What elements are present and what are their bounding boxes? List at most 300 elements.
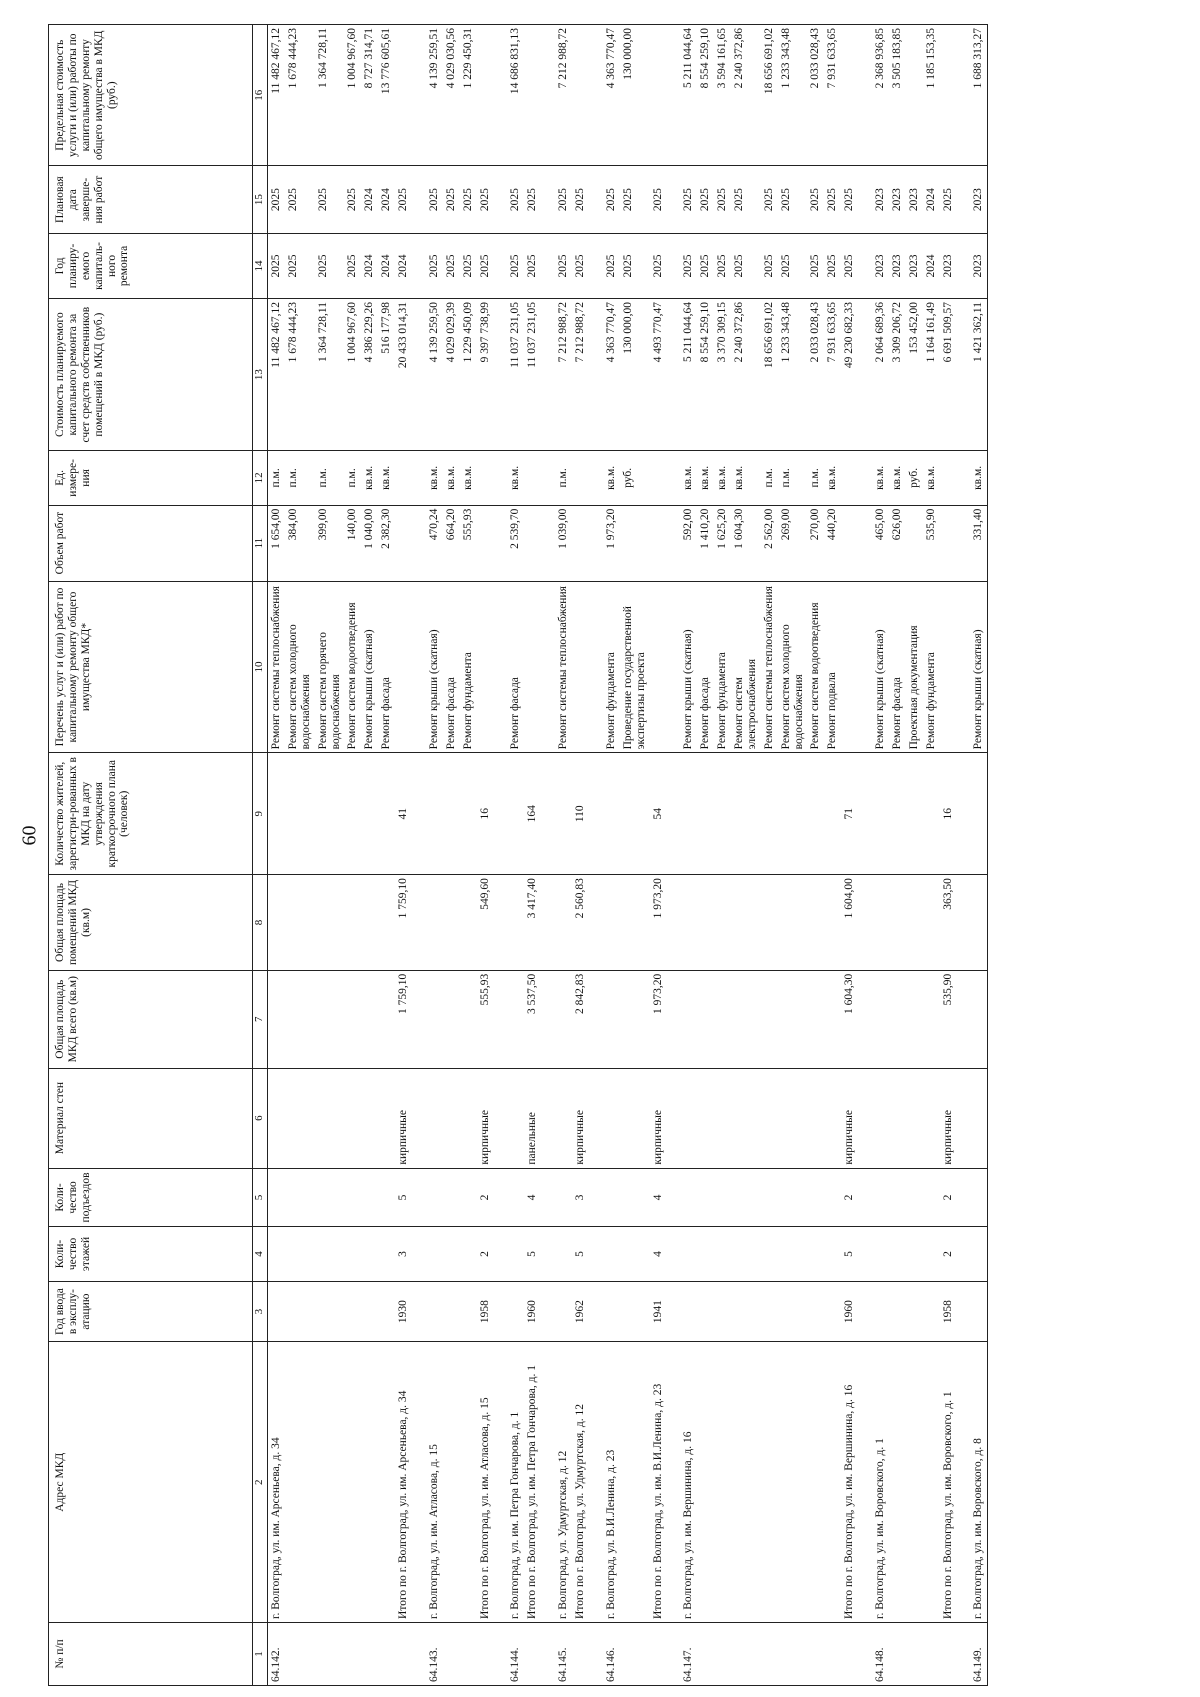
cell-col-8: 1 759,10 xyxy=(395,875,412,971)
spacer-cell xyxy=(858,1068,872,1168)
spacer-cell xyxy=(412,1227,426,1281)
cell-col-9 xyxy=(778,753,808,875)
cell-col-8 xyxy=(889,875,906,971)
spacer-cell xyxy=(666,875,680,971)
cell-col-4 xyxy=(889,1227,906,1281)
column-number-12: 12 xyxy=(253,451,268,505)
cell-col-2 xyxy=(714,1342,731,1622)
cell-col-9 xyxy=(731,753,761,875)
cell-col-3: 1930 xyxy=(395,1281,412,1342)
cell-col-11: 664,20 xyxy=(443,505,460,581)
cell-col-3 xyxy=(761,1281,778,1342)
cell-col-2: г. Волгоград, ул. им. Воровского, д. 8 xyxy=(970,1342,987,1622)
cell-col-7: 1 973,20 xyxy=(650,970,667,1068)
cell-col-6 xyxy=(268,1068,285,1168)
cell-col-6: кирпичные xyxy=(940,1068,957,1168)
cell-col-1 xyxy=(460,1622,477,1685)
cell-col-8 xyxy=(970,875,987,971)
spacer-cell xyxy=(956,25,970,166)
cell-col-10: Ремонт фасада xyxy=(889,581,906,753)
cell-col-15: 2025 xyxy=(443,166,460,233)
cell-col-3 xyxy=(344,1281,361,1342)
cell-col-15: 2025 xyxy=(841,166,858,233)
cell-col-3 xyxy=(970,1281,987,1342)
spacer-cell xyxy=(541,1227,555,1281)
column-number-9: 9 xyxy=(253,753,268,875)
cell-col-12: кв.м. xyxy=(603,451,620,505)
cell-col-8: 363,50 xyxy=(940,875,957,971)
cell-col-1 xyxy=(731,1622,761,1685)
cell-col-14: 2025 xyxy=(268,233,285,298)
spacer-cell xyxy=(541,1168,555,1227)
cell-col-8 xyxy=(460,875,477,971)
cell-col-16: 8 554 259,10 xyxy=(697,25,714,166)
cell-col-13: 11 037 231,05 xyxy=(524,299,541,451)
cell-col-3 xyxy=(285,1281,315,1342)
cell-col-3: 1960 xyxy=(524,1281,541,1342)
column-header-10: Перечень услуг и (или) работ по капитальному ремонту общего имущества МКД* xyxy=(49,581,253,753)
cell-col-5: 5 xyxy=(395,1168,412,1227)
cell-col-5: 2 xyxy=(477,1168,494,1227)
cell-col-3 xyxy=(824,1281,841,1342)
cell-col-12: руб. xyxy=(906,451,923,505)
cell-col-6 xyxy=(285,1068,315,1168)
cell-col-3 xyxy=(778,1281,808,1342)
cell-col-15: 2025 xyxy=(778,166,808,233)
column-number-15: 15 xyxy=(253,166,268,233)
cell-col-12 xyxy=(524,451,541,505)
spacer-cell xyxy=(412,1068,426,1168)
cell-col-9 xyxy=(378,753,395,875)
column-header-6: Материал стен xyxy=(49,1068,253,1168)
cell-col-16: 18 656 691,02 xyxy=(761,25,778,166)
row-spacer xyxy=(666,25,680,1686)
cell-col-10: Ремонт фасада xyxy=(507,581,524,753)
cell-col-6 xyxy=(460,1068,477,1168)
cell-col-11: 1 039,00 xyxy=(555,505,572,581)
cell-col-10: Ремонт систем горячего водоснабжения xyxy=(315,581,345,753)
table-row xyxy=(923,25,940,1686)
cell-col-11: 384,00 xyxy=(285,505,315,581)
cell-col-2 xyxy=(807,1342,824,1622)
cell-col-10: Ремонт систем холодного водоснабжения xyxy=(778,581,808,753)
column-number-4: 4 xyxy=(253,1227,268,1281)
cell-col-6 xyxy=(906,1068,923,1168)
table-row xyxy=(731,25,761,1686)
cell-col-10: Ремонт систем холодного водоснабжения xyxy=(285,581,315,753)
cell-col-2 xyxy=(731,1342,761,1622)
cell-col-2 xyxy=(889,1342,906,1622)
cell-col-1 xyxy=(761,1622,778,1685)
spacer-cell xyxy=(493,1168,507,1227)
cell-col-4 xyxy=(680,1227,697,1281)
cell-col-3: 1962 xyxy=(572,1281,589,1342)
cell-col-14: 2025 xyxy=(620,233,650,298)
spacer-cell xyxy=(956,1342,970,1622)
cell-col-14: 2024 xyxy=(361,233,378,298)
cell-col-2 xyxy=(761,1342,778,1622)
cell-col-2: г. Волгоград, ул. им. Вершинина, д. 16 xyxy=(680,1342,697,1622)
cell-col-13: 516 177,98 xyxy=(378,299,395,451)
cell-col-8: 1 973,20 xyxy=(650,875,667,971)
spacer-cell xyxy=(666,299,680,451)
cell-col-9: 110 xyxy=(572,753,589,875)
cell-col-15: 2025 xyxy=(714,166,731,233)
spacer-cell xyxy=(666,1068,680,1168)
cell-col-1 xyxy=(620,1622,650,1685)
cell-col-9: 71 xyxy=(841,753,858,875)
cell-col-4 xyxy=(378,1227,395,1281)
row-spacer xyxy=(541,25,555,1686)
cell-col-14: 2025 xyxy=(555,233,572,298)
cell-col-4 xyxy=(443,1227,460,1281)
spacer-cell xyxy=(493,233,507,298)
cell-col-10 xyxy=(395,581,412,753)
cell-col-12: кв.м. xyxy=(923,451,940,505)
cell-col-5 xyxy=(761,1168,778,1227)
cell-col-1 xyxy=(395,1622,412,1685)
cell-col-7 xyxy=(555,970,572,1068)
spacer-cell xyxy=(589,1068,603,1168)
cell-col-16: 7 212 988,72 xyxy=(555,25,572,166)
spacer-cell xyxy=(541,1622,555,1685)
cell-col-5 xyxy=(970,1168,987,1227)
cell-col-11: 1 604,30 xyxy=(731,505,761,581)
cell-col-5 xyxy=(824,1168,841,1227)
column-header-7: Общая площадь МКД всего (кв.м) xyxy=(49,970,253,1068)
cell-col-6: кирпичные xyxy=(572,1068,589,1168)
cell-col-9 xyxy=(344,753,361,875)
spacer-cell xyxy=(493,25,507,166)
cell-col-15: 2025 xyxy=(426,166,443,233)
cell-col-7: 2 842,83 xyxy=(572,970,589,1068)
cell-col-13: 2 064 689,36 xyxy=(872,299,889,451)
table-row xyxy=(620,25,650,1686)
cell-col-8 xyxy=(697,875,714,971)
cell-col-10: Проектная документация xyxy=(906,581,923,753)
cell-col-16: 2 368 936,85 xyxy=(872,25,889,166)
cell-col-7 xyxy=(443,970,460,1068)
cell-col-6 xyxy=(603,1068,620,1168)
cell-col-5 xyxy=(555,1168,572,1227)
cell-col-1 xyxy=(361,1622,378,1685)
cell-col-7 xyxy=(778,970,808,1068)
cell-col-9: 41 xyxy=(395,753,412,875)
cell-col-9 xyxy=(285,753,315,875)
table-row xyxy=(378,25,395,1686)
cell-col-11: 270,00 xyxy=(807,505,824,581)
cell-col-6 xyxy=(378,1068,395,1168)
cell-col-5 xyxy=(714,1168,731,1227)
cell-col-9 xyxy=(268,753,285,875)
cell-col-2 xyxy=(378,1342,395,1622)
spacer-cell xyxy=(493,1227,507,1281)
cell-col-14: 2025 xyxy=(507,233,524,298)
cell-col-14: 2023 xyxy=(889,233,906,298)
cell-col-12: кв.м. xyxy=(680,451,697,505)
column-number-10: 10 xyxy=(253,581,268,753)
cell-col-9 xyxy=(443,753,460,875)
cell-col-1 xyxy=(923,1622,940,1685)
cell-col-3: 1941 xyxy=(650,1281,667,1342)
spacer-cell xyxy=(493,753,507,875)
cell-col-9 xyxy=(714,753,731,875)
cell-col-11 xyxy=(524,505,541,581)
cell-col-3 xyxy=(889,1281,906,1342)
cell-col-9: 16 xyxy=(477,753,494,875)
cell-col-9 xyxy=(680,753,697,875)
column-number-13: 13 xyxy=(253,299,268,451)
cell-col-13: 4 139 259,50 xyxy=(426,299,443,451)
spacer-cell xyxy=(956,1622,970,1685)
spacer-cell xyxy=(541,970,555,1068)
cell-col-14: 2025 xyxy=(650,233,667,298)
cell-col-3 xyxy=(443,1281,460,1342)
cell-col-10: Ремонт крыши (скатная) xyxy=(872,581,889,753)
cell-col-13: 1 229 450,09 xyxy=(460,299,477,451)
cell-col-7 xyxy=(460,970,477,1068)
spacer-cell xyxy=(956,451,970,505)
cell-col-2 xyxy=(361,1342,378,1622)
table-row xyxy=(361,25,378,1686)
spacer-cell xyxy=(541,875,555,971)
spacer-cell xyxy=(666,581,680,753)
cell-col-12: кв.м. xyxy=(378,451,395,505)
column-header-1: № п/п xyxy=(49,1622,253,1685)
cell-col-14: 2025 xyxy=(315,233,345,298)
cell-col-16: 2 240 372,86 xyxy=(731,25,761,166)
cell-col-8 xyxy=(315,875,345,971)
cell-col-8 xyxy=(285,875,315,971)
cell-col-11: 555,93 xyxy=(460,505,477,581)
cell-col-7: 555,93 xyxy=(477,970,494,1068)
spacer-cell xyxy=(589,299,603,451)
cell-col-13: 7 212 988,72 xyxy=(555,299,572,451)
cell-col-13: 11 037 231,05 xyxy=(507,299,524,451)
cell-col-9 xyxy=(906,753,923,875)
cell-col-1: 64.147. xyxy=(680,1622,697,1685)
cell-col-2: Итого по г. Волгоград, ул. Удмуртская, д. 12 xyxy=(572,1342,589,1622)
cell-col-16: 11 482 467,12 xyxy=(268,25,285,166)
cell-col-3 xyxy=(603,1281,620,1342)
cell-col-12: п.м. xyxy=(761,451,778,505)
cell-col-2: г. Волгоград, ул. В.И.Ленина, д. 23 xyxy=(603,1342,620,1622)
spacer-cell xyxy=(589,166,603,233)
cell-col-15: 2025 xyxy=(824,166,841,233)
cell-col-14: 2024 xyxy=(378,233,395,298)
cell-col-6 xyxy=(761,1068,778,1168)
cell-col-13: 1 678 444,23 xyxy=(285,299,315,451)
cell-col-11: 440,20 xyxy=(824,505,841,581)
cell-col-14: 2025 xyxy=(761,233,778,298)
spacer-cell xyxy=(412,299,426,451)
cell-col-1 xyxy=(940,1622,957,1685)
cell-col-3 xyxy=(378,1281,395,1342)
cell-col-8 xyxy=(807,875,824,971)
column-header-9: Количество жителей, зарегистри-рованных в МКД на дату утверждения краткосрочного плана (человек) xyxy=(49,753,253,875)
cell-col-4 xyxy=(778,1227,808,1281)
spacer-cell xyxy=(858,753,872,875)
spacer-cell xyxy=(589,1168,603,1227)
cell-col-2: Итого по г. Волгоград, ул. им. Атласова, д. 15 xyxy=(477,1342,494,1622)
cell-col-12: п.м. xyxy=(344,451,361,505)
cell-col-12: кв.м. xyxy=(507,451,524,505)
cell-col-12: п.м. xyxy=(807,451,824,505)
table-row xyxy=(315,25,345,1686)
table-header xyxy=(49,25,268,1686)
spacer-cell xyxy=(412,1342,426,1622)
spacer-cell xyxy=(493,581,507,753)
cell-col-4 xyxy=(731,1227,761,1281)
cell-col-15: 2025 xyxy=(315,166,345,233)
cell-col-1 xyxy=(344,1622,361,1685)
cell-col-16: 2 033 028,43 xyxy=(807,25,824,166)
spacer-cell xyxy=(858,1227,872,1281)
cell-col-11: 2 539,70 xyxy=(507,505,524,581)
spacer-cell xyxy=(589,581,603,753)
column-header-12: Ед. измере-ния xyxy=(49,451,253,505)
row-spacer xyxy=(956,25,970,1686)
cell-col-9 xyxy=(555,753,572,875)
cell-col-7 xyxy=(761,970,778,1068)
cell-col-3 xyxy=(807,1281,824,1342)
cell-col-3: 1958 xyxy=(477,1281,494,1342)
cell-col-8 xyxy=(426,875,443,971)
spacer-cell xyxy=(493,166,507,233)
cell-col-8 xyxy=(731,875,761,971)
cell-col-4: 4 xyxy=(650,1227,667,1281)
table-row xyxy=(603,25,620,1686)
cell-col-2 xyxy=(906,1342,923,1622)
cell-col-9 xyxy=(315,753,345,875)
cell-col-15: 2024 xyxy=(361,166,378,233)
cell-col-16: 7 931 633,65 xyxy=(824,25,841,166)
cell-col-1 xyxy=(824,1622,841,1685)
cell-col-12: кв.м. xyxy=(361,451,378,505)
spacer-cell xyxy=(589,451,603,505)
cell-col-5 xyxy=(378,1168,395,1227)
column-header-13: Стоимость планируемого капитального ремонта за счет средств собственников помещений в МКД (руб.) xyxy=(49,299,253,451)
spacer-cell xyxy=(858,875,872,971)
column-number-3: 3 xyxy=(253,1281,268,1342)
cell-col-8 xyxy=(507,875,524,971)
spacer-cell xyxy=(666,1168,680,1227)
cell-col-2: г. Волгоград, ул. им. Воровского, д. 1 xyxy=(872,1342,889,1622)
spacer-cell xyxy=(666,1281,680,1342)
cell-col-16 xyxy=(940,25,957,166)
cell-col-6 xyxy=(872,1068,889,1168)
cell-col-15: 2024 xyxy=(378,166,395,233)
cell-col-2: Итого по г. Волгоград, ул. им. Арсеньева, д. 34 xyxy=(395,1342,412,1622)
cell-col-11: 470,24 xyxy=(426,505,443,581)
cell-col-15: 2025 xyxy=(395,166,412,233)
cell-col-14: 2025 xyxy=(697,233,714,298)
cell-col-10 xyxy=(940,581,957,753)
spacer-cell xyxy=(493,875,507,971)
cell-col-12: кв.м. xyxy=(460,451,477,505)
cell-col-11: 1 040,00 xyxy=(361,505,378,581)
cell-col-15: 2023 xyxy=(889,166,906,233)
cell-col-10: Ремонт систем водоотведения xyxy=(344,581,361,753)
cell-col-15: 2025 xyxy=(680,166,697,233)
cell-col-11: 626,00 xyxy=(889,505,906,581)
cell-col-11 xyxy=(841,505,858,581)
spacer-cell xyxy=(412,970,426,1068)
cell-col-10 xyxy=(841,581,858,753)
cell-col-2 xyxy=(315,1342,345,1622)
cell-col-7: 3 537,50 xyxy=(524,970,541,1068)
cell-col-14: 2025 xyxy=(426,233,443,298)
column-number-7: 7 xyxy=(253,970,268,1068)
spacer-cell xyxy=(666,166,680,233)
cell-col-5 xyxy=(285,1168,315,1227)
cell-col-9 xyxy=(889,753,906,875)
cell-col-6: кирпичные xyxy=(650,1068,667,1168)
table-body xyxy=(268,25,988,1686)
cell-col-2 xyxy=(778,1342,808,1622)
cell-col-8: 549,60 xyxy=(477,875,494,971)
table-row xyxy=(778,25,808,1686)
cell-col-14: 2025 xyxy=(714,233,731,298)
cell-col-6 xyxy=(443,1068,460,1168)
cell-col-8 xyxy=(443,875,460,971)
cell-col-16: 13 776 605,61 xyxy=(378,25,395,166)
cell-col-15: 2025 xyxy=(697,166,714,233)
cell-col-1 xyxy=(524,1622,541,1685)
cell-col-13: 7 212 988,72 xyxy=(572,299,589,451)
cell-col-14: 2025 xyxy=(680,233,697,298)
spacer-cell xyxy=(858,1281,872,1342)
cell-col-12: кв.м. xyxy=(872,451,889,505)
cell-col-15: 2025 xyxy=(285,166,315,233)
cell-col-9 xyxy=(620,753,650,875)
cell-col-4 xyxy=(426,1227,443,1281)
cell-col-7 xyxy=(824,970,841,1068)
cell-col-7 xyxy=(731,970,761,1068)
total-row xyxy=(477,25,494,1686)
cell-col-16: 3 594 161,65 xyxy=(714,25,731,166)
cell-col-7 xyxy=(361,970,378,1068)
cell-col-16: 14 686 831,13 xyxy=(507,25,524,166)
cell-col-14: 2025 xyxy=(841,233,858,298)
cell-col-7 xyxy=(344,970,361,1068)
cell-col-15: 2025 xyxy=(620,166,650,233)
cell-col-2 xyxy=(824,1342,841,1622)
cell-col-1 xyxy=(443,1622,460,1685)
spacer-cell xyxy=(858,233,872,298)
cell-col-16: 4 363 770,47 xyxy=(603,25,620,166)
cell-col-6: панельные xyxy=(524,1068,541,1168)
spacer-cell xyxy=(858,1168,872,1227)
cell-col-13: 130 000,00 xyxy=(620,299,650,451)
spacer-cell xyxy=(858,505,872,581)
total-row xyxy=(524,25,541,1686)
cell-col-1 xyxy=(315,1622,345,1685)
cell-col-10 xyxy=(650,581,667,753)
row-spacer xyxy=(858,25,872,1686)
cell-col-7 xyxy=(285,970,315,1068)
column-number-1: 1 xyxy=(253,1622,268,1685)
cell-col-7 xyxy=(620,970,650,1068)
cell-col-8 xyxy=(378,875,395,971)
cell-col-3 xyxy=(315,1281,345,1342)
cell-col-13: 2 033 028,43 xyxy=(807,299,824,451)
cell-col-3 xyxy=(460,1281,477,1342)
cell-col-6 xyxy=(970,1068,987,1168)
spacer-cell xyxy=(589,233,603,298)
cell-col-9 xyxy=(807,753,824,875)
cell-col-7 xyxy=(507,970,524,1068)
